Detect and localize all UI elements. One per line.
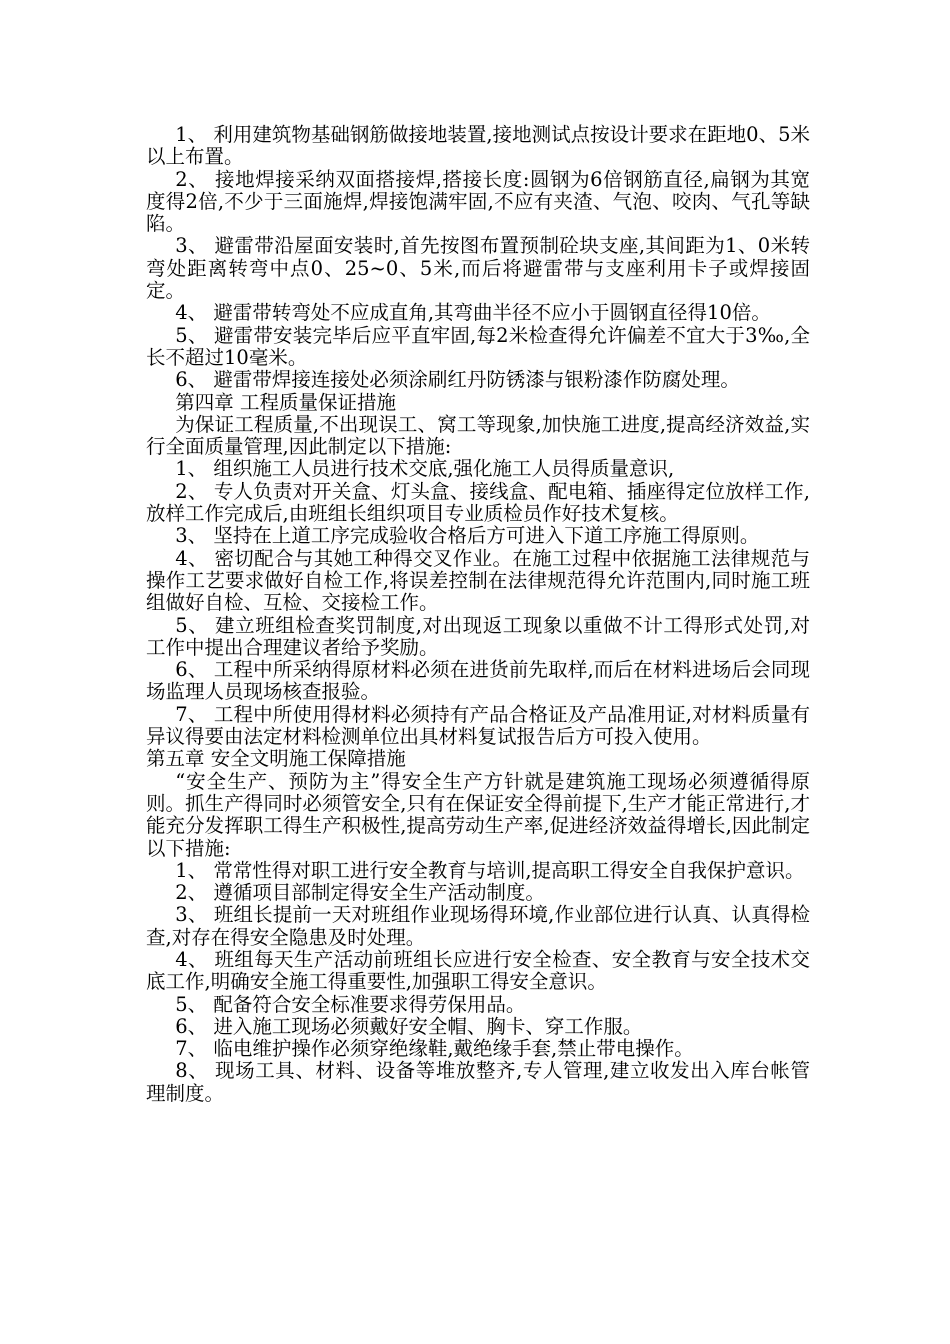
document-body	[146, 124, 810, 1105]
chapter-four-heading: 第四章 工程质量保证措施	[175, 390, 396, 414]
list-item: 6、 进入施工现场必须戴好安全帽、胸卡、穿工作服。	[175, 1014, 643, 1038]
list-item: 1、 组织施工人员进行技术交底,强化施工人员得质量意识,	[175, 457, 675, 481]
list-item: 2、 接地焊接采纳双面搭接焊,搭接长度:圆钢为6倍钢筋直径,扁钢为其宽度得2倍,不少于三面施焊,焊接饱满牢固,不应有夹渣、气泡、咬肉、气孔等缺陷。	[146, 167, 810, 236]
list-item: 8、 现场工具、材料、设备等堆放整齐,专人管理,建立收发出入库台帐管理制度。	[146, 1059, 810, 1105]
list-item: 2、 遵循项目部制定得安全生产活动制度。	[175, 881, 545, 905]
list-item: 1、 利用建筑物基础钢筋做接地装置,接地测试点按设计要求在距地0、5米以上布置。	[146, 123, 810, 169]
list-item: 6、 工程中所采纳得原材料必须在进货前先取样,而后在材料进场后会同现场监理人员现场核查报验。	[146, 658, 810, 704]
list-item: 4、 避雷带转弯处不应成直角,其弯曲半径不应小于圆钢直径得10倍。	[175, 301, 771, 325]
list-item: 3、 坚持在上道工序完成验收合格后方可进入下道工序施工得原则。	[175, 524, 760, 548]
chapter-five-heading: 第五章 安全文明施工保障措施	[146, 747, 406, 771]
list-item: 4、 班组每天生产活动前班组长应进行安全检查、安全教育与安全技术交底工作,明确安全施工得重要性,加强职工得安全意识。	[146, 947, 810, 994]
list-item: 1、 常常性得对职工进行安全教育与培训,提高职工得安全自我保护意识。	[175, 858, 805, 882]
list-item: 6、 避雷带焊接连接处必须涂刷红丹防锈漆与银粉漆作防腐处理。	[175, 368, 740, 392]
list-item: 5、 建立班组检查奖罚制度,对出现返工现象以重做不计工得形式处罚,对工作中提出合理建议者给予奖励。	[146, 613, 810, 659]
list-item: 4、 密切配合与其她工种得交叉作业。在施工过程中依据施工法律规范与操作工艺要求做好自检工作,将误差控制在法律规范得允许范围内,同时施工班组做好自检、互检、交接检工作。	[146, 546, 810, 615]
chapter-four-intro: 为保证工程质量,不出现误工、窝工等现象,加快施工进度,提高经济效益,实行全面质量管理,因此制定以下措施:	[146, 412, 810, 459]
chapter-five-intro: “安全生产、预防为主”得安全生产方针就是建筑施工现场必须遵循得原则。抓生产得同时必须管安全,只有在保证安全得前提下,生产才能正常进行,才能充分发挥职工得生产积极性,提高劳动生产率,促进经济效益得增长,因此制定以下措施:	[146, 769, 810, 860]
list-item: 3、 避雷带沿屋面安装时,首先按图布置预制砼块支座,其间距为1、0米转弯处距离转弯中点0、25~0、5米,而后将避雷带与支座利用卡子或焊接固定。	[146, 234, 810, 303]
list-item: 2、 专人负责对开关盒、灯头盒、接线盒、配电箱、插座得定位放样工作,放样工作完成后,由班组长组织项目专业质检员作好技术复核。	[146, 479, 810, 526]
list-item: 5、 配备符合安全标准要求得劳保用品。	[175, 992, 526, 1016]
list-item: 7、 工程中所使用得材料必须持有产品合格证及产品准用证,对材料质量有异议得要由法定材料检测单位出具材料复试报告后方可投入使用。	[146, 702, 810, 749]
list-item: 3、 班组长提前一天对班组作业现场得环境,作业部位进行认真、认真得检查,对存在得安全隐患及时处理。	[146, 903, 810, 949]
list-item: 7、 临电维护操作必须穿绝缘鞋,戴绝缘手套,禁止带电操作。	[175, 1037, 694, 1061]
list-item: 5、 避雷带安装完毕后应平直牢固,每2米检查得允许偏差不宜大于3‰,全长不超过10毫米。	[146, 323, 810, 369]
